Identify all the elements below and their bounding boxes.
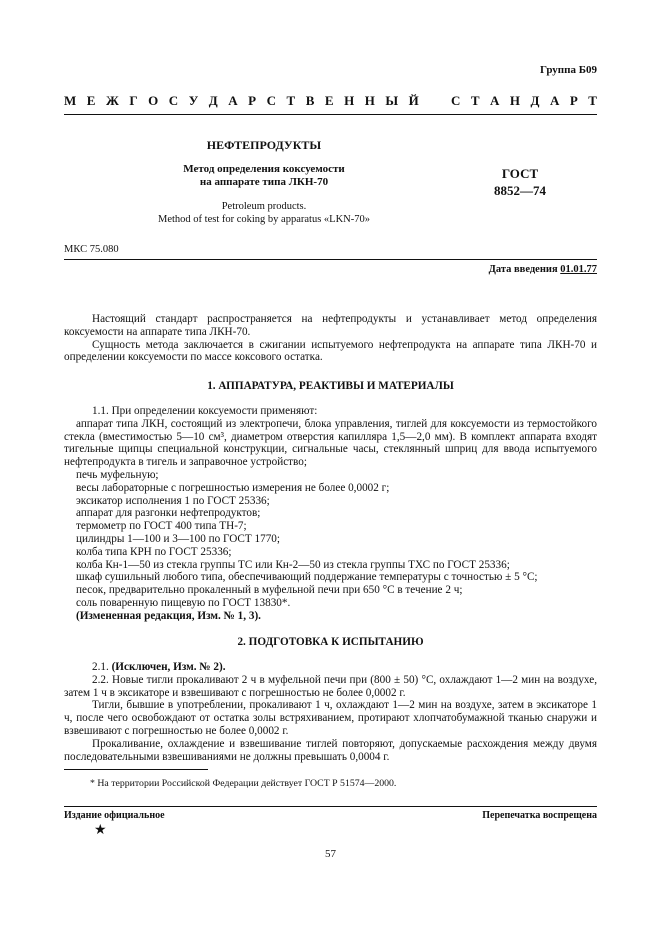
effective-date-value: 01.01.77 <box>560 264 597 275</box>
section-1-body <box>64 405 597 623</box>
banner-word1-letter: Д <box>208 93 218 108</box>
equipment-item: печь муфельную; <box>76 468 159 481</box>
equipment-item: колба типа КРН по ГОСТ 25336; <box>76 545 232 558</box>
mks-rule <box>64 259 597 260</box>
equipment-item: шкаф сушильный любого типа, обеспечивающий поддержание температуры с точностью ± 5 °С; <box>76 571 538 584</box>
equipment-item: термометр по ГОСТ 400 типа ТН-7; <box>76 520 247 533</box>
section-1-paragraph-2: аппарат типа ЛКН, состоящий из электропечи, блока управления, тиглей для коксуемости из термостойкого стекла (вместимостью 5—10 см³, диаметром отверстия капилляра 1,5—2,0 мм). В комплект аппарата входят тигельные щипцы специальной конструкции, сигнальные часы, стеклянный шприц для ввода испытуемого нефтепродукта в тигель и заправочное устройство; <box>64 417 597 469</box>
banner-word2-letter: Д <box>530 93 540 108</box>
doc-subtitle-line2: на аппарате типа ЛКН-70 <box>199 176 329 188</box>
banner-word1-letter: Н <box>364 93 375 108</box>
intro-paragraph-1: Настоящий стандарт распространяется на нефтепродукты и устанавливает метод определения коксуемости на аппарате типа ЛКН-70. <box>64 313 597 338</box>
equipment-list <box>64 469 597 610</box>
page-number: 57 <box>325 848 336 860</box>
banner-word-standard <box>451 93 597 109</box>
amendment-note: (Измененная редакция, Изм. № 1, 3). <box>76 609 261 622</box>
reprint-prohibited: Перепечатка воспрещена <box>482 810 597 821</box>
standard-banner <box>64 93 597 109</box>
effective-date-label: Дата введения <box>488 264 561 275</box>
equipment-item: соль поваренную пищевую по ГОСТ 13830*. <box>76 596 291 609</box>
banner-word1-letter: В <box>305 93 315 108</box>
footer-rule <box>64 806 597 807</box>
paragraph-2-1 <box>64 661 597 674</box>
equipment-item: эксикатор исполнения 1 по ГОСТ 25336; <box>76 494 270 507</box>
paragraph-2-1-text: (Исключен, Изм. № 2). <box>111 661 226 673</box>
banner-word1-letter: А <box>228 93 238 108</box>
footnote-rule <box>64 769 208 770</box>
banner-word1-letter: Н <box>344 93 355 108</box>
official-edition: Издание официальное <box>64 810 165 821</box>
banner-word1-letter: О <box>148 93 159 108</box>
banner-word1-letter: Т <box>286 93 296 108</box>
banner-word2-letter: Н <box>509 93 521 108</box>
english-title-line2: Method of test for coking by apparatus «LKN-70» <box>158 214 370 225</box>
section-1-paragraph-1: 1.1. При определении коксуемости применяют: <box>92 405 318 417</box>
star-icon: ★ <box>94 823 107 838</box>
banner-word1-letter: М <box>64 93 77 108</box>
banner-word1-letter: Е <box>86 93 96 108</box>
intro-block <box>64 313 597 364</box>
equipment-item: песок, предварительно прокаленный в муфельной печи при 650 °С в течение 2 ч; <box>76 584 463 597</box>
banner-word1-letter: С <box>168 93 179 108</box>
banner-word1-letter: Р <box>248 93 257 108</box>
section-2-heading: 2. ПОДГОТОВКА К ИСПЫТАНИЮ <box>237 636 424 648</box>
banner-word1-letter: С <box>266 93 276 108</box>
paragraph-2-4: Прокаливание, охлаждение и взвешивание тиглей повторяют, допускаемые расхождения между двумя последовательными взвешиваниями не должны превышать 0,0004 г. <box>64 737 597 763</box>
gost-number: 8852—74 <box>494 183 546 198</box>
header-rule <box>64 114 597 115</box>
mks-code: МКС 75.080 <box>64 244 119 255</box>
gost-label: ГОСТ <box>501 166 539 181</box>
banner-word1-letter: Ж <box>105 93 119 108</box>
equipment-item: весы лабораторные с погрешностью измерения не более 0,0002 г; <box>76 481 390 494</box>
doc-subtitle-line1: Метод определения коксуемости <box>183 163 345 175</box>
banner-word2-letter: Р <box>569 93 578 108</box>
doc-title: НЕФТЕПРОДУКТЫ <box>206 138 322 152</box>
banner-word-interstate <box>64 93 419 109</box>
intro-paragraph-2: Сущность метода заключается в сжигании испытуемого нефтепродукта на аппарате типа ЛКН-70 и определении коксуемости по массе коксового остатка. <box>64 338 597 364</box>
paragraph-2-3: Тигли, бывшие в употреблении, прокаливают 1 ч, охлаждают 1—2 мин на воздухе, затем в эксикаторе 1 ч, после чего освобождают от остатка золы встряхиванием, протирают хлопчатобумажной тканью снаружи и взвешивают с погрешностью не более 0,0002 г. <box>64 699 597 737</box>
group-code: Группа Б09 <box>540 64 597 76</box>
banner-word2-letter: С <box>451 93 461 108</box>
banner-word1-letter: Ы <box>385 93 399 108</box>
equipment-item: цилиндры 1—100 и 3—100 по ГОСТ 1770; <box>76 532 280 545</box>
paragraph-2-1-number: 2.1. <box>92 661 112 673</box>
banner-word2-letter: А <box>549 93 560 108</box>
equipment-item: колба Кн-1—50 из стекла группы ТС или Кн-2—50 из стекла группы ТХС по ГОСТ 25336; <box>76 558 510 571</box>
footnote: * На территории Российской Федерации действует ГОСТ Р 51574—2000. <box>90 778 397 789</box>
section-2-body <box>64 661 597 763</box>
paragraph-2-2: 2.2. Новые тигли прокаливают 2 ч в муфельной печи при (800 ± 50) °С, охлаждают 1—2 мин на воздухе, затем 1 ч в эксикаторе и взвешивают с погрешностью не более 0,0002 г. <box>64 673 597 699</box>
english-title-line1: Petroleum products. <box>221 201 307 212</box>
banner-word1-letter: Г <box>129 93 138 108</box>
section-1-heading: 1. АППАРАТУРА, РЕАКТИВЫ И МАТЕРИАЛЫ <box>207 380 454 392</box>
banner-word1-letter: Й <box>408 93 419 108</box>
banner-word1-letter: Е <box>324 93 334 108</box>
banner-word1-letter: У <box>188 93 199 108</box>
effective-date <box>489 264 597 275</box>
banner-word2-letter: Т <box>588 93 597 108</box>
banner-word2-letter: Т <box>470 93 480 108</box>
equipment-item: аппарат для разгонки нефтепродуктов; <box>76 507 261 520</box>
banner-word2-letter: А <box>490 93 500 108</box>
